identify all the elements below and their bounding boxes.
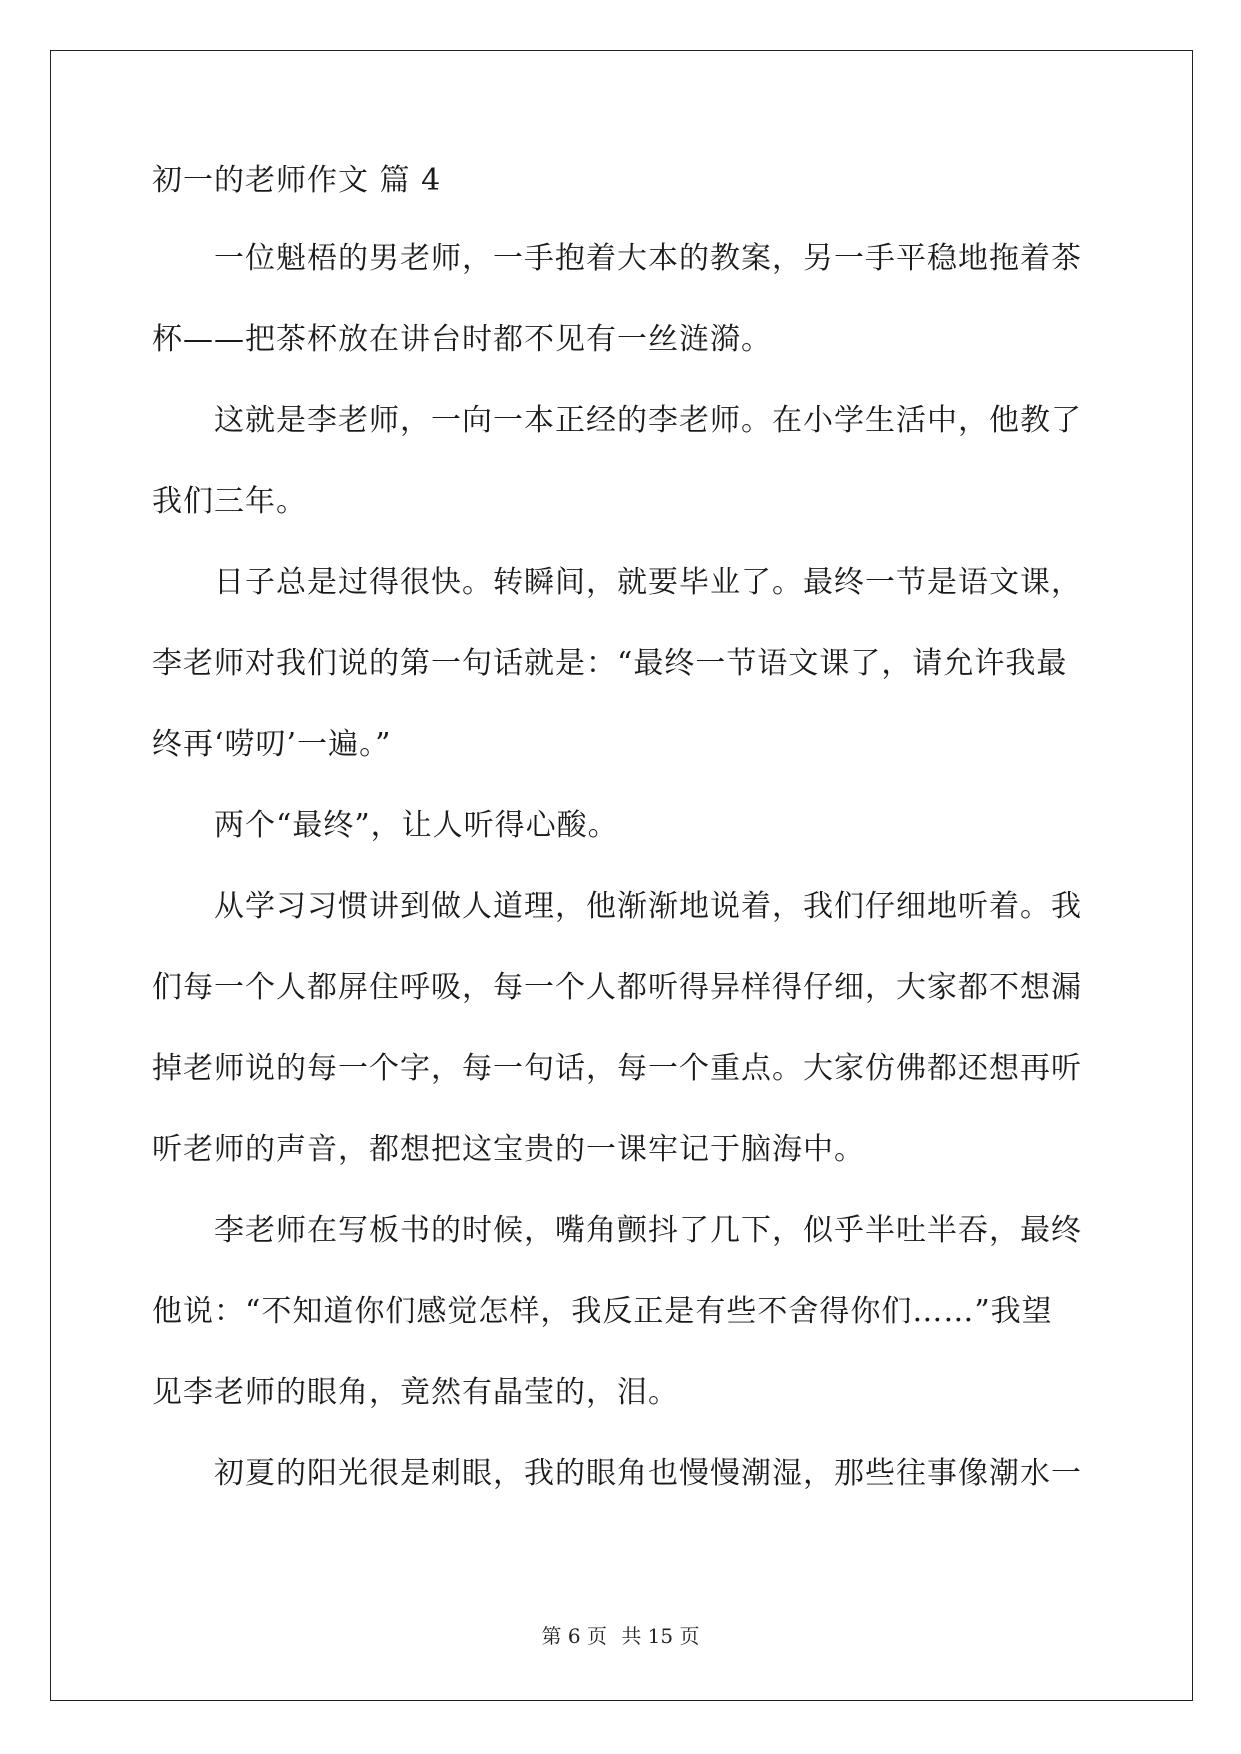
document-title: 初一的老师作文 篇 4 — [152, 163, 442, 198]
document-body — [152, 163, 1092, 1540]
text-line: 初夏的阳光很是刺眼，我的眼角也慢慢潮湿，那些往事像潮水一 — [214, 1456, 1082, 1491]
text-line: 我们三年。 — [152, 484, 307, 519]
text-line: 这就是李老师，一向一本正经的李老师。在小学生活中，他教了 — [214, 403, 1082, 438]
page-total: 共 15 页 — [621, 1624, 700, 1648]
text-line: 杯——把茶杯放在讲台时都不见有一丝涟漪。 — [152, 322, 772, 357]
paragraph-lines — [152, 241, 1092, 1540]
text-line: 两个“最终”，让人听得心酸。 — [214, 808, 619, 843]
text-line: 掉老师说的每一个字，每一句话，每一个重点。大家仿佛都还想再听 — [152, 1051, 1082, 1086]
text-line: 见李老师的眼角，竟然有晶莹的，泪。 — [152, 1375, 679, 1410]
text-line: 终再‘唠叨’一遍。” — [152, 727, 392, 762]
text-line: 们每一个人都屏住呼吸，每一个人都听得异样得仔细，大家都不想漏 — [152, 970, 1082, 1005]
text-line: 李老师对我们说的第一句话就是：“最终一节语文课了，请允许我最 — [152, 646, 1068, 681]
text-line: 从学习习惯讲到做人道理，他渐渐地说着，我们仔细地听着。我 — [214, 889, 1082, 924]
text-line: 一位魁梧的男老师，一手抱着大本的教案，另一手平稳地拖着茶 — [214, 241, 1082, 276]
page-footer — [0, 1620, 1241, 1649]
text-line: 李老师在写板书的时候，嘴角颤抖了几下，似乎半吐半吞，最终 — [214, 1213, 1082, 1248]
page-number: 第 6 页 — [541, 1624, 607, 1648]
text-line: 他说：“不知道你们感觉怎样，我反正是有些不舍得你们……”我望 — [152, 1294, 1053, 1329]
text-line: 日子总是过得很快。转瞬间，就要毕业了。最终一节是语文课， — [214, 565, 1082, 600]
text-line: 听老师的声音，都想把这宝贵的一课牢记于脑海中。 — [152, 1132, 865, 1167]
